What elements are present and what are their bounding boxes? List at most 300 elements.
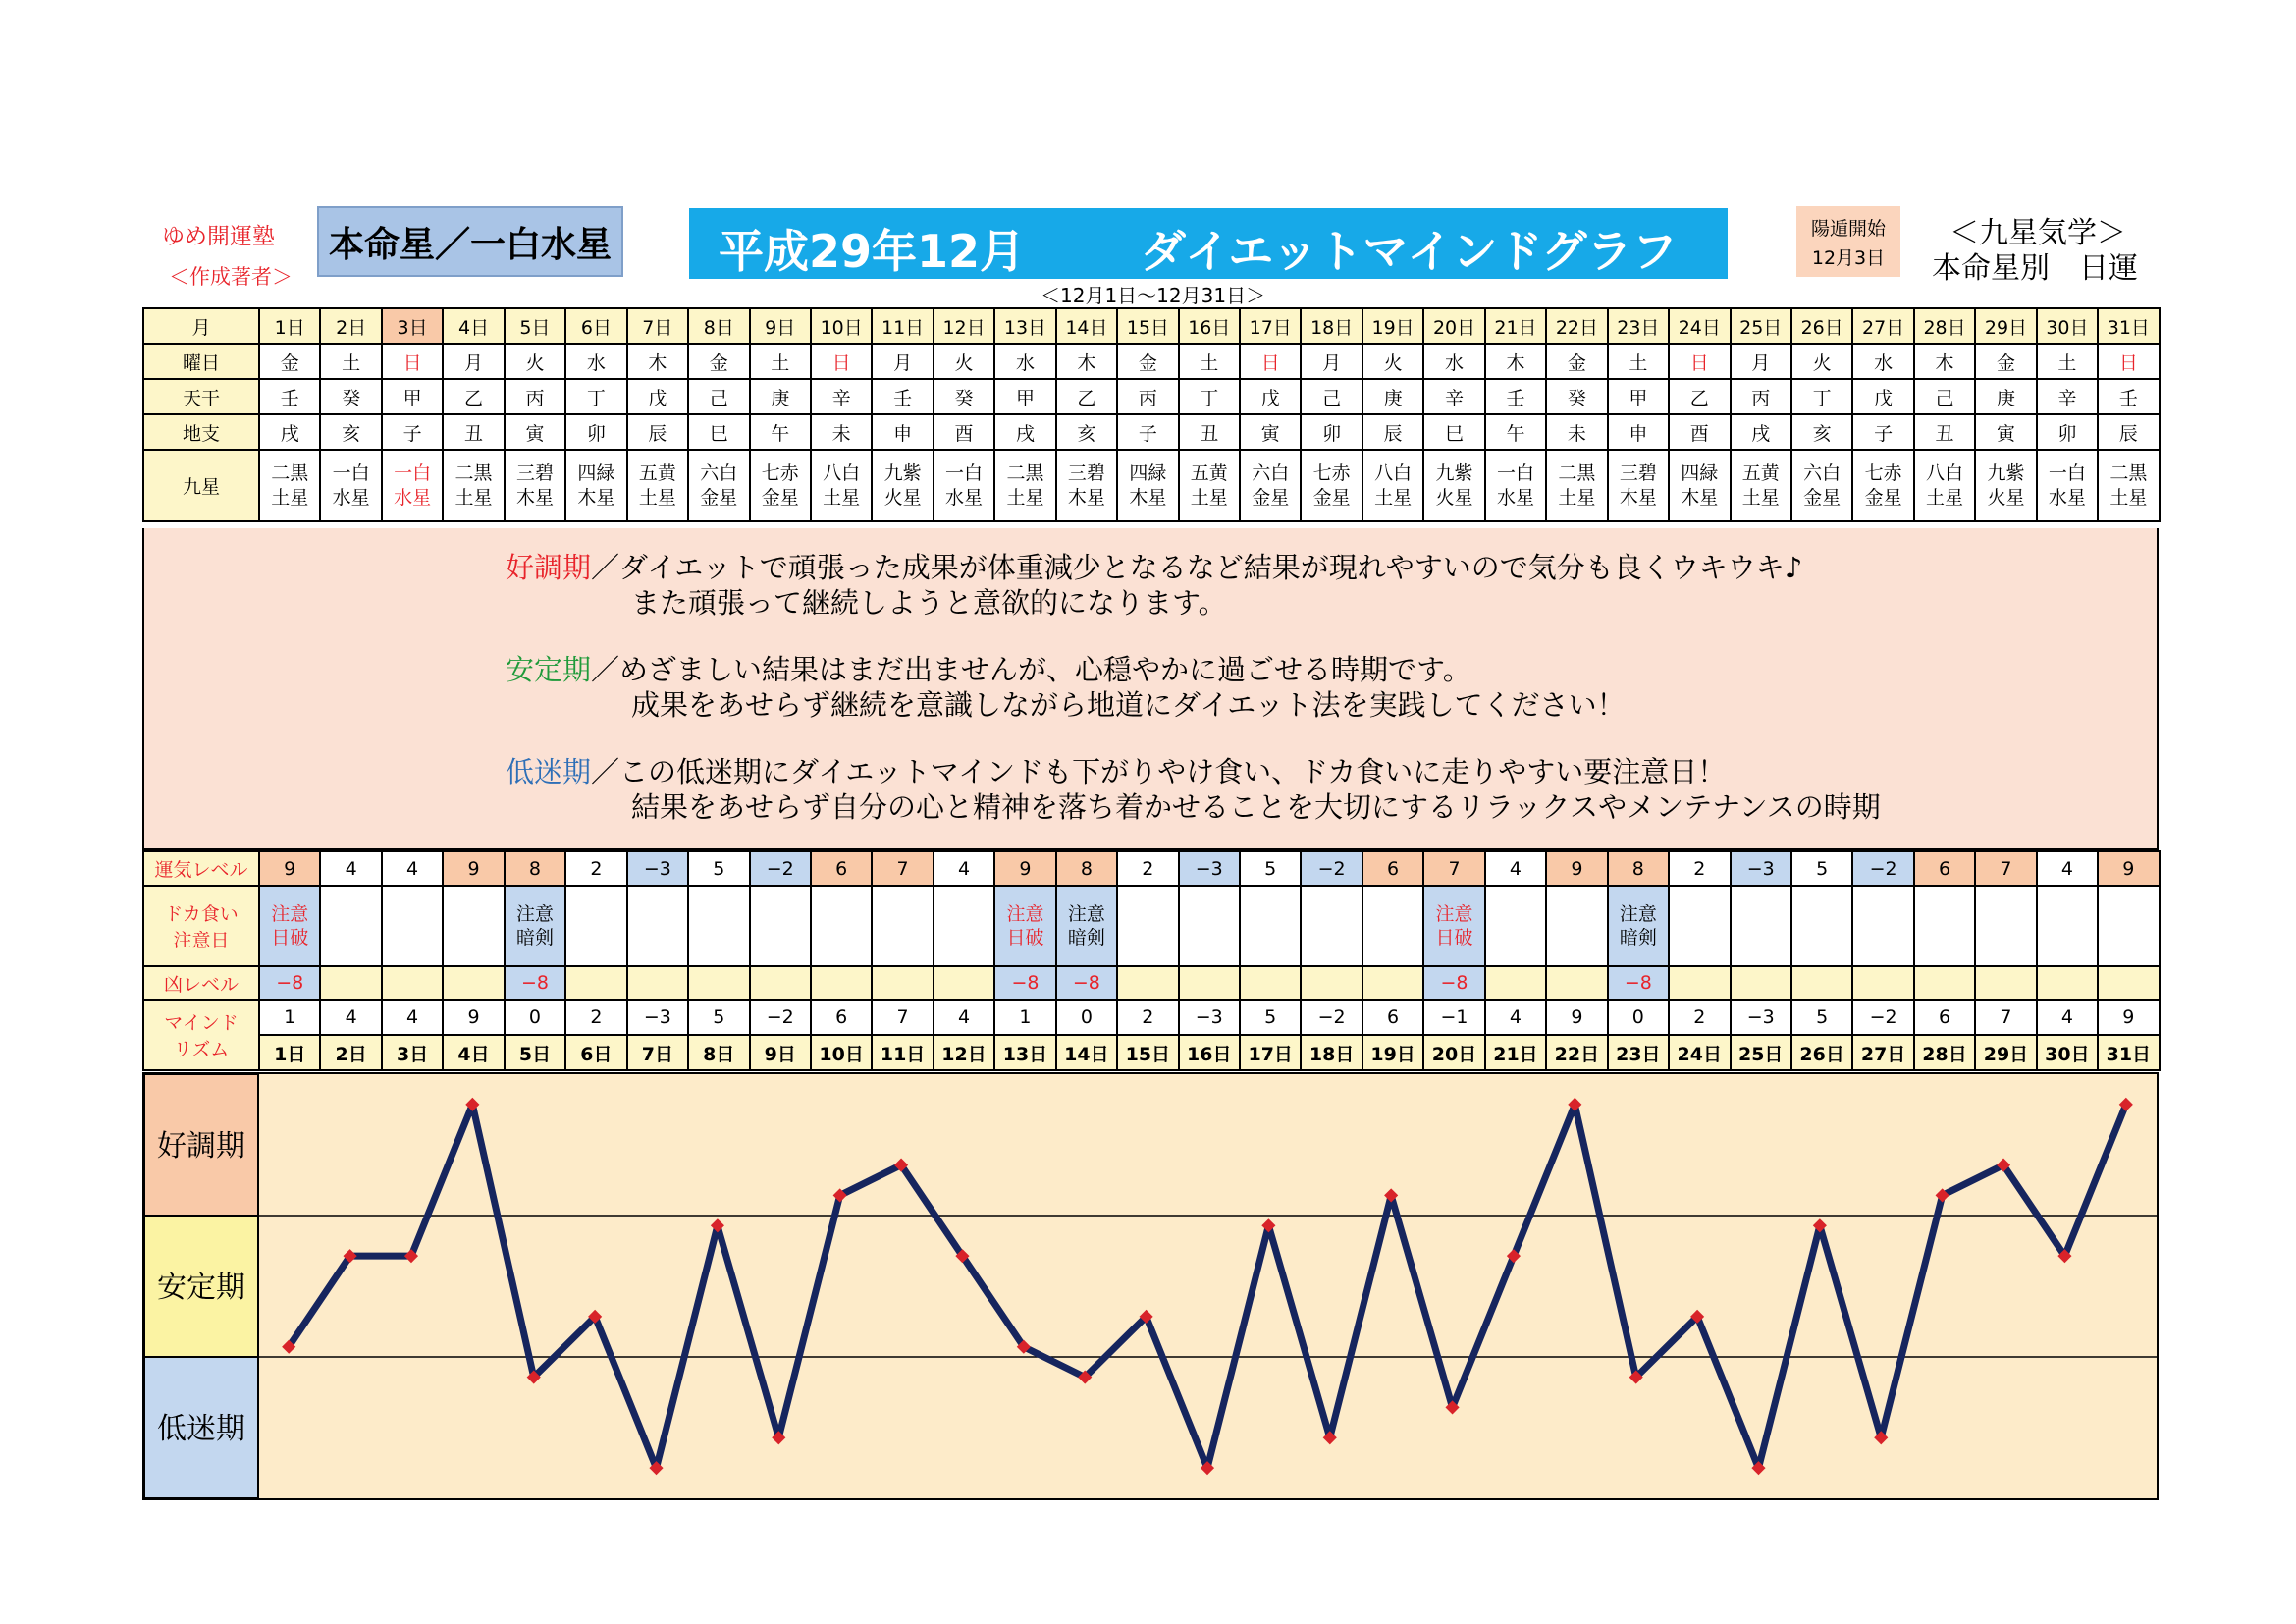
kyou-cell: [811, 966, 872, 1000]
label-kyusei: 九星: [143, 450, 259, 521]
label-doka-line2: 注意日: [173, 930, 230, 951]
tenkan-cell: 辛: [1423, 379, 1484, 414]
kyusei-star: 一白: [1496, 461, 1534, 484]
teimei-line2: 結果をあせらず自分の心と精神を落ち着かせることを大切にするリラックスやメンテナンスの時期: [631, 790, 1881, 824]
day-header: 2日: [320, 308, 381, 344]
honmei-box: [317, 206, 623, 277]
kyusei-cell: [994, 450, 1055, 521]
chishi-cell: 未: [811, 414, 872, 450]
tenkan-cell: 甲: [994, 379, 1055, 414]
chishi-cell: 亥: [320, 414, 381, 450]
day-header: 30日: [2037, 308, 2098, 344]
doka-cell: [1179, 886, 1240, 966]
antei-line1: ／めざましい結果はまだ出ませんが、心穏やかに過ごせる時期です。: [591, 653, 1471, 686]
youbi-cell: 金: [1975, 344, 2036, 379]
mind-chart: [142, 1072, 2159, 1500]
day-footer: 27日: [1852, 1035, 1913, 1070]
doka-cell: [934, 886, 994, 966]
title-main: ダイエットマインドグラフ: [1141, 225, 1678, 278]
notice-kind: 暗剣: [1067, 927, 1105, 948]
mind-cell: 2: [1117, 1000, 1178, 1035]
kyusei-element: 土星: [1374, 486, 1413, 509]
day-footer: 30日: [2037, 1035, 2098, 1070]
kyusei-element: 木星: [1619, 486, 1657, 509]
unki-cell: 9: [2098, 851, 2159, 886]
mind-cell: −3: [1731, 1000, 1791, 1035]
chishi-cell: 寅: [505, 414, 565, 450]
kyou-cell: −8: [994, 966, 1055, 1000]
unki-cell: 4: [320, 851, 381, 886]
kyou-cell: −8: [1056, 966, 1117, 1000]
chishi-cell: 子: [382, 414, 443, 450]
kyou-cell: [1301, 966, 1362, 1000]
kyusei-cell: [872, 450, 933, 521]
kyou-cell: [872, 966, 933, 1000]
unki-cell: 9: [259, 851, 320, 886]
kyusei-cell: [2098, 450, 2159, 521]
day-footer: 23日: [1608, 1035, 1669, 1070]
day-footer: 5日: [505, 1035, 565, 1070]
day-header: 8日: [688, 308, 749, 344]
notice-text: 注意: [1006, 903, 1044, 925]
mind-cell: 4: [1485, 1000, 1546, 1035]
mind-cell: 7: [872, 1000, 933, 1035]
yoto-date: 12月3日: [1811, 247, 1886, 269]
chishi-cell: 丑: [1914, 414, 1975, 450]
notice-text: 注意: [271, 903, 309, 925]
tenkan-cell: 壬: [872, 379, 933, 414]
tenkan-cell: 庚: [1975, 379, 2036, 414]
kyusei-cell: [1914, 450, 1975, 521]
row-tenkan: [143, 379, 2160, 414]
doka-cell: [443, 886, 504, 966]
kyusei-element: 木星: [1067, 486, 1105, 509]
kyou-cell: [1117, 966, 1178, 1000]
kyusei-star: 八白: [1374, 461, 1413, 484]
notice-kind: 暗剣: [1619, 927, 1657, 948]
tenkan-cell: 戊: [1240, 379, 1301, 414]
kyusei-subtitle: 本命星別 日運: [1932, 251, 2138, 286]
chishi-cell: 巳: [1423, 414, 1484, 450]
teimei-line1: ／この低迷期にダイエットマインドも下がりやけ食い、ドカ食いに走りやすい要注意日！: [591, 755, 1727, 788]
youbi-cell: 水: [1423, 344, 1484, 379]
doka-cell: [1546, 886, 1607, 966]
kyusei-star: 七赤: [761, 461, 799, 484]
doka-cell: [1669, 886, 1730, 966]
chishi-cell: 戌: [1731, 414, 1791, 450]
kyou-cell: [1485, 966, 1546, 1000]
row-unki: [143, 851, 2160, 886]
kyusei-cell: [1423, 450, 1484, 521]
day-header: 3日: [382, 308, 443, 344]
tenkan-cell: 癸: [1546, 379, 1607, 414]
day-footer: 3日: [382, 1035, 443, 1070]
mind-cell: −2: [1301, 1000, 1362, 1035]
notice-kind: 日破: [271, 927, 309, 948]
mind-cell: 4: [320, 1000, 381, 1035]
kyusei-element: 水星: [332, 486, 370, 509]
unki-cell: 8: [1608, 851, 1669, 886]
mind-cell: 4: [382, 1000, 443, 1035]
day-footer: 25日: [1731, 1035, 1791, 1070]
unki-cell: 7: [1975, 851, 2036, 886]
kyusei-element: 水星: [945, 486, 984, 509]
day-footer: 15日: [1117, 1035, 1178, 1070]
day-header: 27日: [1852, 308, 1913, 344]
desc-kouchou: [506, 546, 1802, 586]
kyou-cell: [1731, 966, 1791, 1000]
chishi-cell: 申: [872, 414, 933, 450]
chishi-cell: 卯: [1301, 414, 1362, 450]
day-footer: 24日: [1669, 1035, 1730, 1070]
mind-cell: 9: [443, 1000, 504, 1035]
doka-cell: [1608, 886, 1669, 966]
kyusei-cell: [259, 450, 320, 521]
chishi-cell: 寅: [1240, 414, 1301, 450]
youbi-cell: 木: [1485, 344, 1546, 379]
mind-cell: −1: [1423, 1000, 1484, 1035]
chishi-cell: 卯: [565, 414, 626, 450]
unki-cell: 2: [565, 851, 626, 886]
unki-cell: −3: [627, 851, 688, 886]
tenkan-cell: 丁: [1791, 379, 1852, 414]
kyusei-star: 九紫: [1435, 461, 1473, 484]
unki-cell: 5: [688, 851, 749, 886]
doka-cell: [627, 886, 688, 966]
youbi-cell: 火: [934, 344, 994, 379]
day-footer: 10日: [811, 1035, 872, 1070]
period-label: ＜12月1日～12月31日＞: [1041, 284, 1266, 307]
tenkan-cell: 辛: [2037, 379, 2098, 414]
day-header: 20日: [1423, 308, 1484, 344]
doka-cell: [1362, 886, 1423, 966]
row-month: [143, 308, 2160, 344]
youbi-cell: 金: [1117, 344, 1178, 379]
kyusei-cell: [1731, 450, 1791, 521]
kyusei-star: 三碧: [515, 461, 554, 484]
kouchou-line2: また頑張って継続しようと意欲的になります。: [631, 586, 1227, 620]
label-mind-line1: マインド: [164, 1012, 239, 1034]
org-name: ゆめ開運塾: [162, 224, 275, 249]
unki-cell: 6: [1362, 851, 1423, 886]
notice-kind: 暗剣: [515, 927, 554, 948]
unki-cell: 7: [1423, 851, 1484, 886]
kyusei-element: 金星: [1803, 486, 1842, 509]
kyusei-element: 水星: [1496, 486, 1534, 509]
tenkan-cell: 丙: [1117, 379, 1178, 414]
kyusei-star: 九紫: [1987, 461, 2025, 484]
mind-cell: 9: [2098, 1000, 2159, 1035]
day-header: 5日: [505, 308, 565, 344]
youbi-cell: 土: [1608, 344, 1669, 379]
tenkan-cell: 壬: [2098, 379, 2159, 414]
kyusei-cell: [750, 450, 811, 521]
kyusei-star: 一白: [332, 461, 370, 484]
kyou-cell: [382, 966, 443, 1000]
kyusei-cell: [627, 450, 688, 521]
day-header: 15日: [1117, 308, 1178, 344]
chishi-cell: 申: [1608, 414, 1669, 450]
kyusei-cell: [1852, 450, 1913, 521]
kyusei-cell: [688, 450, 749, 521]
kyusei-star: 七赤: [1312, 461, 1351, 484]
mind-cell: 0: [1608, 1000, 1669, 1035]
kyusei-star: 五黄: [638, 461, 676, 484]
chishi-cell: 戌: [259, 414, 320, 450]
kyou-cell: [1546, 966, 1607, 1000]
mind-cell: 6: [1362, 1000, 1423, 1035]
youbi-cell: 日: [2098, 344, 2159, 379]
label-tenkan: 天干: [143, 379, 259, 414]
kyusei-star: 二黒: [1006, 461, 1044, 484]
kyou-cell: [1362, 966, 1423, 1000]
day-header: 7日: [627, 308, 688, 344]
day-header: 1日: [259, 308, 320, 344]
kyou-cell: [1791, 966, 1852, 1000]
mind-cell: 2: [565, 1000, 626, 1035]
kyusei-cell: [1179, 450, 1240, 521]
day-footer: 28日: [1914, 1035, 1975, 1070]
title-year: 平成29年12月: [719, 225, 1026, 278]
youbi-cell: 土: [1179, 344, 1240, 379]
yoto-box: [1796, 206, 1900, 277]
youbi-cell: 日: [811, 344, 872, 379]
unki-cell: −3: [1731, 851, 1791, 886]
description-box: [142, 528, 2159, 850]
kyou-cell: −8: [259, 966, 320, 1000]
kyusei-cell: [382, 450, 443, 521]
kyusei-star: 三碧: [1619, 461, 1657, 484]
day-header: 11日: [872, 308, 933, 344]
chishi-cell: 午: [1485, 414, 1546, 450]
kyusei-cell: [2037, 450, 2098, 521]
youbi-cell: 土: [2037, 344, 2098, 379]
row-doka: [143, 886, 2160, 966]
doka-cell: [1731, 886, 1791, 966]
kyusei-element: 火星: [883, 486, 922, 509]
youbi-cell: 月: [872, 344, 933, 379]
notice-kind: 日破: [1435, 927, 1473, 948]
unki-cell: 7: [872, 851, 933, 886]
kyusei-element: 土星: [1006, 486, 1044, 509]
day-header: 23日: [1608, 308, 1669, 344]
label-chishi: 地支: [143, 414, 259, 450]
tenkan-cell: 己: [1301, 379, 1362, 414]
kyusei-star: 二黒: [1558, 461, 1596, 484]
chishi-cell: 酉: [1669, 414, 1730, 450]
doka-cell: [688, 886, 749, 966]
antei-line2: 成果をあせらず継続を意識しながら地道にダイエット法を実践してください！: [631, 688, 1626, 722]
unki-cell: 8: [1056, 851, 1117, 886]
kyusei-star: 六白: [1803, 461, 1842, 484]
day-footer: 14日: [1056, 1035, 1117, 1070]
kyusei-element: 土星: [638, 486, 676, 509]
tenkan-cell: 乙: [1056, 379, 1117, 414]
notice-text: 注意: [1067, 903, 1105, 925]
label-kyou: 凶レベル: [143, 966, 259, 1000]
chishi-cell: 午: [750, 414, 811, 450]
unki-cell: 5: [1791, 851, 1852, 886]
day-header: 18日: [1301, 308, 1362, 344]
tenkan-cell: 丙: [1731, 379, 1791, 414]
kyusei-element: 金星: [761, 486, 799, 509]
kyusei-element: 金星: [1252, 486, 1290, 509]
mind-cell: 6: [811, 1000, 872, 1035]
chishi-cell: 未: [1546, 414, 1607, 450]
youbi-cell: 木: [627, 344, 688, 379]
kyou-cell: [688, 966, 749, 1000]
youbi-cell: 木: [1914, 344, 1975, 379]
kyusei-cell: [320, 450, 381, 521]
kyusei-element: 土星: [454, 486, 493, 509]
kyusei-element: 金星: [700, 486, 738, 509]
band-label: 低迷期: [157, 1412, 245, 1446]
tenkan-cell: 己: [688, 379, 749, 414]
tenkan-cell: 壬: [259, 379, 320, 414]
day-header: 12日: [934, 308, 994, 344]
kyusei-element: 水星: [2048, 486, 2086, 509]
youbi-cell: 火: [1362, 344, 1423, 379]
tenkan-cell: 甲: [1608, 379, 1669, 414]
kyusei-star: 五黄: [1190, 461, 1228, 484]
kyou-cell: −8: [1423, 966, 1484, 1000]
mind-cell: 5: [1791, 1000, 1852, 1035]
author-label: ＜作成著者＞: [169, 265, 293, 289]
doka-cell: [382, 886, 443, 966]
chishi-cell: 丑: [443, 414, 504, 450]
label-doka-line1: ドカ食い: [164, 903, 239, 925]
chishi-cell: 巳: [688, 414, 749, 450]
kyou-cell: [627, 966, 688, 1000]
doka-cell: [1423, 886, 1484, 966]
kyusei-cell: [1791, 450, 1852, 521]
kyusei-cell: [1485, 450, 1546, 521]
mind-cell: 1: [259, 1000, 320, 1035]
kyusei-cell: [934, 450, 994, 521]
youbi-cell: 金: [259, 344, 320, 379]
chishi-cell: 子: [1852, 414, 1913, 450]
label-month: 月: [143, 308, 259, 344]
tenkan-cell: 辛: [811, 379, 872, 414]
youbi-cell: 月: [1731, 344, 1791, 379]
unki-cell: 4: [2037, 851, 2098, 886]
mind-cell: −2: [1852, 1000, 1913, 1035]
label-mind: [143, 1000, 259, 1070]
doka-cell: [811, 886, 872, 966]
doka-cell: [2037, 886, 2098, 966]
youbi-cell: 水: [1852, 344, 1913, 379]
day-header: 16日: [1179, 308, 1240, 344]
kyusei-element: 木星: [577, 486, 615, 509]
youbi-cell: 火: [505, 344, 565, 379]
mind-cell: 2: [1669, 1000, 1730, 1035]
row-mind: [143, 1000, 2160, 1035]
youbi-cell: 金: [688, 344, 749, 379]
day-footer: 31日: [2098, 1035, 2159, 1070]
tenkan-cell: 甲: [382, 379, 443, 414]
unki-cell: 8: [505, 851, 565, 886]
band-label: 安定期: [157, 1271, 245, 1305]
row-kyusei: [143, 450, 2160, 521]
youbi-cell: 土: [320, 344, 381, 379]
unki-cell: 9: [1546, 851, 1607, 886]
day-footer: 1日: [259, 1035, 320, 1070]
notice-text: 注意: [1619, 903, 1657, 925]
chishi-cell: 亥: [1791, 414, 1852, 450]
kyusei-star: 三碧: [1067, 461, 1105, 484]
kyusei-element: 土星: [823, 486, 861, 509]
chishi-cell: 酉: [934, 414, 994, 450]
mind-cell: −3: [1179, 1000, 1240, 1035]
label-mind-line2: リズム: [173, 1039, 230, 1060]
mind-cell: 9: [1546, 1000, 1607, 1035]
kyusei-element: 金星: [1864, 486, 1902, 509]
kyusei-element: 金星: [1312, 486, 1351, 509]
mind-cell: 1: [994, 1000, 1055, 1035]
day-footer: 18日: [1301, 1035, 1362, 1070]
doka-cell: [259, 886, 320, 966]
kyusei-element: 火星: [1435, 486, 1473, 509]
label-youbi: 曜日: [143, 344, 259, 379]
unki-cell: 4: [382, 851, 443, 886]
row-mind-days: [143, 1035, 2160, 1070]
doka-cell: [565, 886, 626, 966]
day-footer: 26日: [1791, 1035, 1852, 1070]
doka-cell: [1117, 886, 1178, 966]
day-footer: 2日: [320, 1035, 381, 1070]
chishi-cell: 丑: [1179, 414, 1240, 450]
day-footer: 11日: [872, 1035, 933, 1070]
tenkan-cell: 戊: [627, 379, 688, 414]
doka-cell: [1914, 886, 1975, 966]
day-header: 9日: [750, 308, 811, 344]
kyusei-star: 一白: [945, 461, 984, 484]
kyou-cell: [443, 966, 504, 1000]
day-header: 21日: [1485, 308, 1546, 344]
day-footer: 13日: [994, 1035, 1055, 1070]
kyusei-cell: [1608, 450, 1669, 521]
day-footer: 12日: [934, 1035, 994, 1070]
day-header: 25日: [1731, 308, 1791, 344]
day-footer: 8日: [688, 1035, 749, 1070]
youbi-cell: 月: [443, 344, 504, 379]
chishi-cell: 卯: [2037, 414, 2098, 450]
kyusei-star: 二黒: [454, 461, 493, 484]
kyou-cell: [1852, 966, 1913, 1000]
kyusei-star: 四緑: [1129, 461, 1167, 484]
kyusei-cell: [1546, 450, 1607, 521]
notice-text: 注意: [515, 903, 554, 925]
unki-cell: −2: [1852, 851, 1913, 886]
row-youbi: [143, 344, 2160, 379]
doka-cell: [1975, 886, 2036, 966]
day-footer: 19日: [1362, 1035, 1423, 1070]
kyou-cell: [1914, 966, 1975, 1000]
day-footer: 22日: [1546, 1035, 1607, 1070]
tenkan-cell: 乙: [443, 379, 504, 414]
mind-cell: 5: [688, 1000, 749, 1035]
day-header: 31日: [2098, 308, 2159, 344]
day-footer: 4日: [443, 1035, 504, 1070]
kyusei-star: 二黒: [2109, 461, 2148, 484]
plot-area: [258, 1074, 2157, 1498]
kyusei-cell: [1240, 450, 1301, 521]
kyou-cell: [1179, 966, 1240, 1000]
chishi-cell: 辰: [627, 414, 688, 450]
day-header: 19日: [1362, 308, 1423, 344]
youbi-cell: 火: [1791, 344, 1852, 379]
mind-cell: −3: [627, 1000, 688, 1035]
